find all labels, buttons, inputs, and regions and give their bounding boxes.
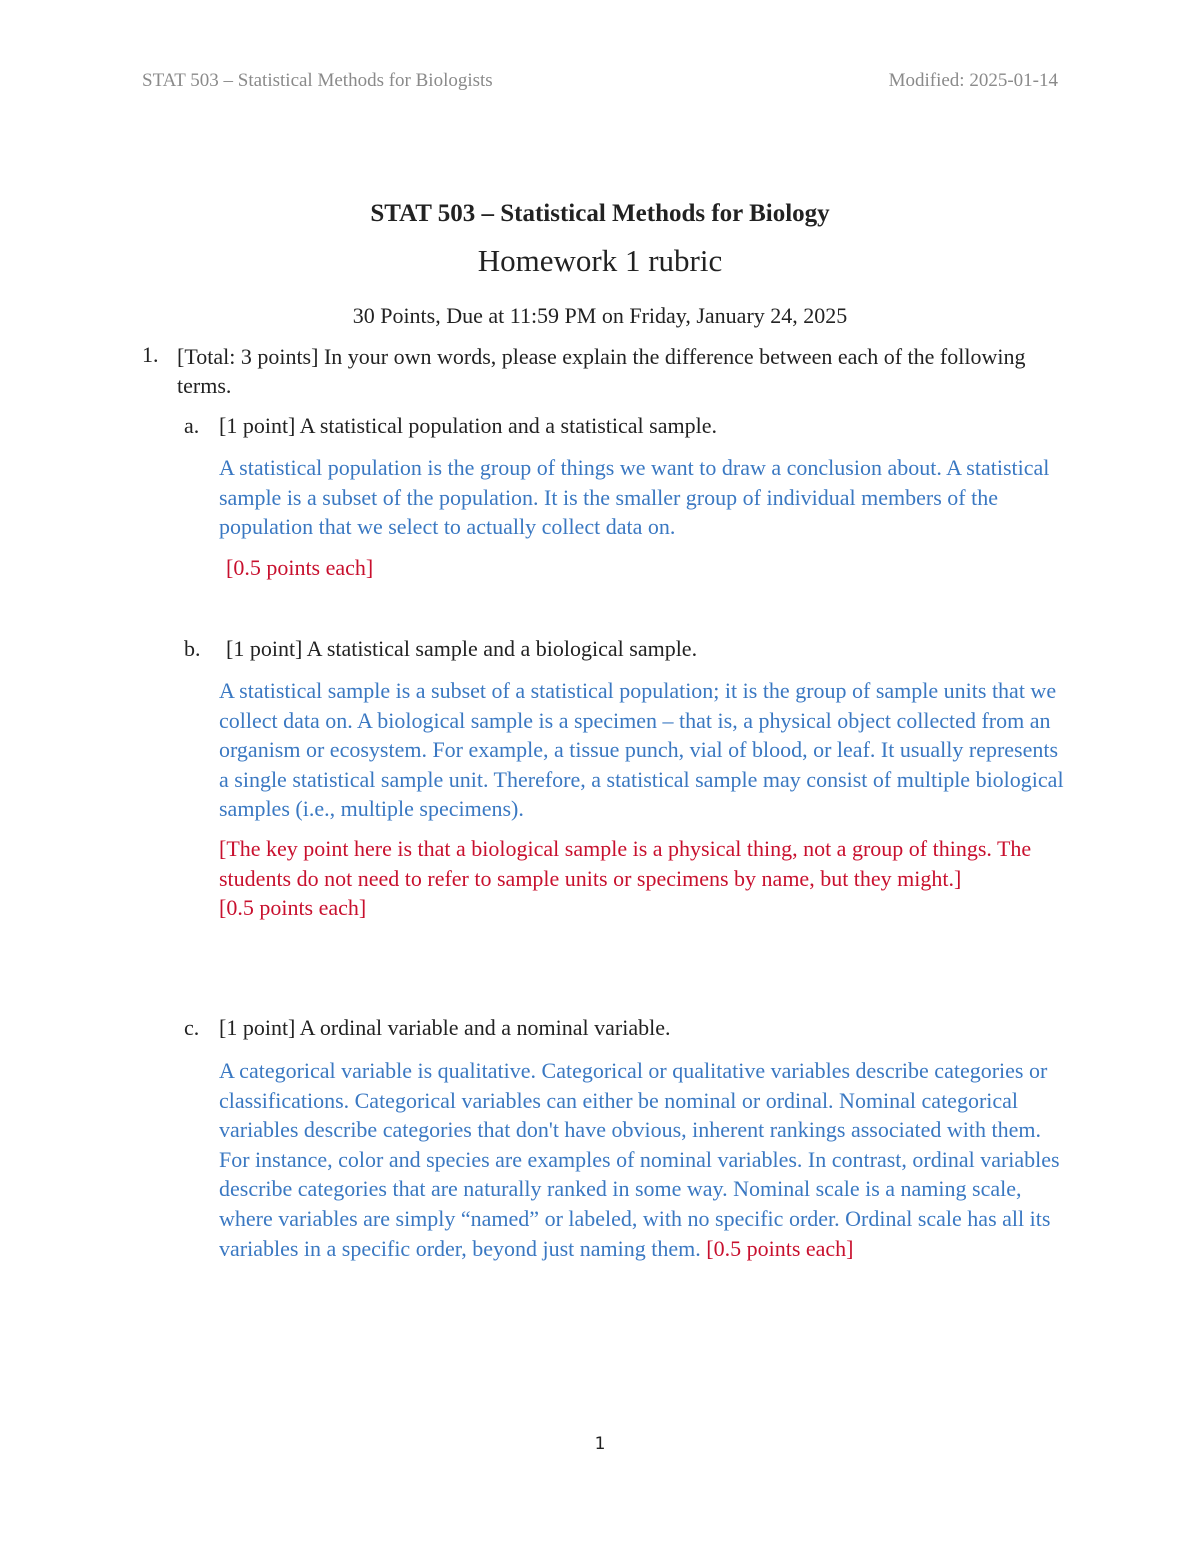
running-header-modified-date: Modified: 2025-01-14 [888, 70, 1058, 91]
part-b-points: [0.5 points each] [219, 895, 367, 920]
part-c-answer-text: A categorical variable is qualitative. Categorical or qualitative variables describe categories or classifications. Categorical variables can either be nominal or ordinal. Nominal categorical variables describe categories that don't have obvious, inherent rankings associated with them. For instance, color and species are examples of nominal variables. In contrast, ordinal variables describe categories that are naturally ranked in some way. Nominal scale is a naming scale, where variables are simply “named” or labeled, with no specific order. Ordinal scale has all its variables in a specific order, beyond just naming them. [219, 1058, 1060, 1261]
question-1-text: [Total: 3 points] In your own words, please explain the difference between each of the following terms. [177, 344, 1026, 398]
page-number: 1 [594, 1434, 606, 1454]
part-c-points: [0.5 points each] [706, 1235, 854, 1261]
part-c-answer [219, 1056, 1069, 1263]
part-a-letter: a. [184, 413, 200, 438]
due-date-line: 30 Points, Due at 11:59 PM on Friday, January 24, 2025 [352, 303, 848, 328]
part-c-letter: c. [184, 1015, 200, 1040]
part-b-answer: A statistical sample is a subset of a statistical population; it is the group of sample units that we collect data on. A biological sample is a specimen – that is, a physical object collected from an organism or ecosystem. For example, a tissue punch, vial of blood, or leaf. It usually represents a single statistical sample unit. Therefore, a statistical sample may consist of multiple biological samples (i.e., multiple specimens). [219, 678, 1064, 822]
document-title: Homework 1 rubric [477, 243, 723, 278]
part-a-points: [0.5 points each] [226, 555, 374, 580]
part-b-prompt: [1 point] A statistical sample and a biological sample. [226, 636, 698, 661]
part-b-letter: b. [184, 636, 201, 661]
part-b-grading-note: [The key point here is that a biological sample is a physical thing, not a group of things. The students do not need to refer to sample units or specimens by name, but they might.] [219, 836, 1032, 891]
part-a-answer: A statistical population is the group of things we want to draw a conclusion about. A statistical sample is a subset of the population. It is the smaller group of individual members of the population that we select to actually collect data on. [219, 455, 1050, 540]
question-1-number: 1. [142, 342, 159, 367]
course-title: STAT 503 – Statistical Methods for Biology [370, 200, 830, 227]
part-a-prompt: [1 point] A statistical population and a statistical sample. [219, 413, 717, 438]
part-c-prompt: [1 point] A ordinal variable and a nominal variable. [219, 1015, 671, 1040]
running-header-course: STAT 503 – Statistical Methods for Biologists [142, 70, 493, 91]
